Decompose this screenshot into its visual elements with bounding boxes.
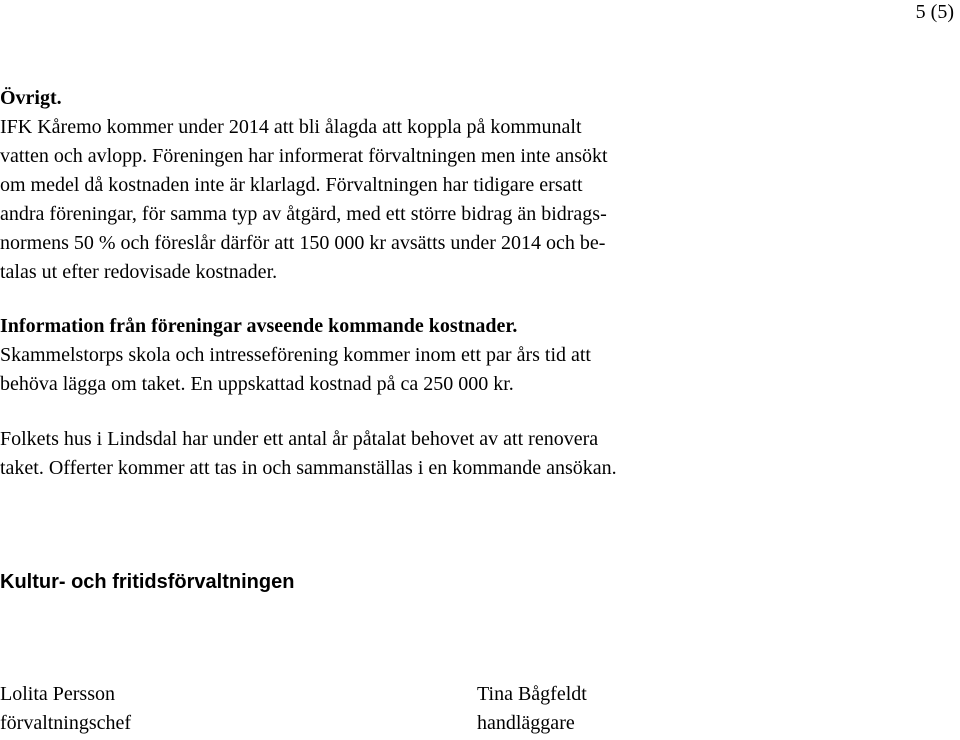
signer-1 <box>0 680 131 738</box>
signer-name: Lolita Persson <box>0 683 115 705</box>
ovrigt-paragraph <box>0 113 760 287</box>
ovrigt-line: IFK Kåremo kommer under 2014 att bli ålagda att koppla på kommunalt <box>0 116 582 138</box>
signer-2 <box>477 680 587 738</box>
information-line: Skammelstorps skola och intresseförening kommer inom ett par års tid att <box>0 344 591 366</box>
ovrigt-section <box>0 84 760 287</box>
information-paragraph-1 <box>0 341 780 399</box>
ovrigt-line: om medel då kostnaden inte är klarlagd. Förvaltningen har tidigare ersatt <box>0 174 583 196</box>
ovrigt-heading: Övrigt. <box>0 87 62 109</box>
signer-name: Tina Bågfeldt <box>477 683 587 705</box>
information-paragraph-2-section <box>0 425 780 483</box>
information-line: Folkets hus i Lindsdal har under ett antal år påtalat behovet av att renovera <box>0 428 599 450</box>
ovrigt-line: talas ut efter redovisade kostnader. <box>0 261 278 283</box>
ovrigt-line: andra föreningar, för samma typ av åtgärd, med ett större bidrag än bidrags- <box>0 203 607 225</box>
signer-title: förvaltningschef <box>0 712 132 734</box>
information-line: taket. Offerter kommer att tas in och sammanställas i en kommande ansökan. <box>0 457 617 479</box>
organization-section <box>0 570 294 594</box>
page-number: 5 (5) <box>915 1 954 23</box>
ovrigt-line: vatten och avlopp. Föreningen har informerat förvaltningen men inte ansökt <box>0 145 608 167</box>
information-heading: Information från föreningar avseende kommande kostnader. <box>0 315 518 337</box>
information-paragraph-2 <box>0 425 780 483</box>
organization-name: Kultur- och fritidsförvaltningen <box>0 571 295 593</box>
information-section <box>0 312 780 399</box>
ovrigt-line: normens 50 % och föreslår därför att 150 000 kr avsätts under 2014 och be- <box>0 232 606 254</box>
information-line: behöva lägga om taket. En uppskattad kostnad på ca 250 000 kr. <box>0 373 514 395</box>
signer-title: handläggare <box>477 712 575 734</box>
